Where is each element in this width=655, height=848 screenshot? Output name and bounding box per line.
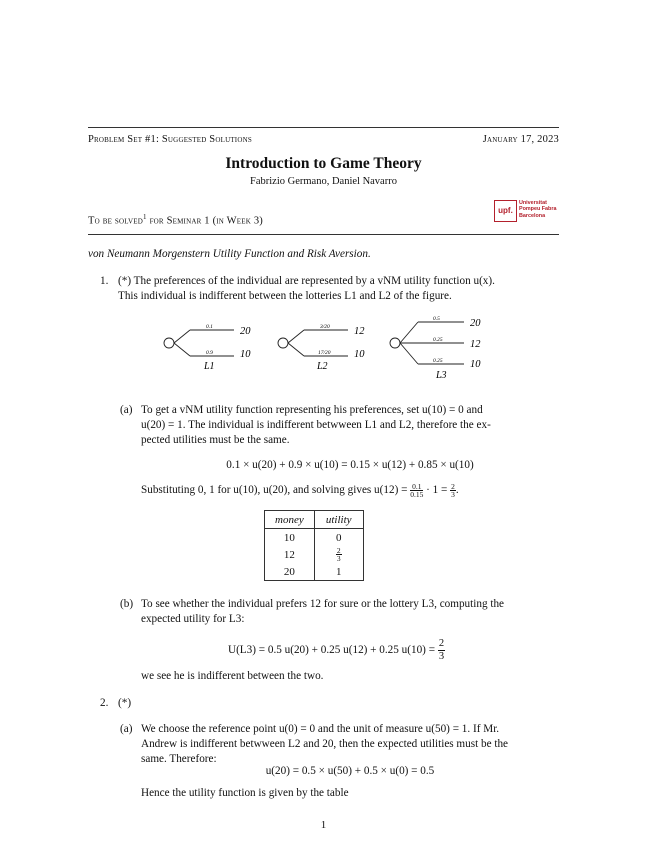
footnote-mark[interactable]: 1 bbox=[143, 213, 147, 221]
lottery-l1-label: L1 bbox=[204, 361, 215, 372]
q2-intro: (*) bbox=[118, 697, 132, 709]
q1b-conclusion: we see he is indifferent between the two. bbox=[141, 670, 324, 682]
lottery-l1-branch-top bbox=[174, 330, 190, 343]
lottery-l2-value-bottom: 10 bbox=[354, 349, 365, 360]
lottery-l1-branch-bottom bbox=[174, 343, 190, 356]
upf-logo-line3: Barcelona bbox=[519, 212, 546, 219]
q1b-frac-num: 2 bbox=[438, 638, 445, 649]
lottery-l2-prob-bottom: 17/20 bbox=[318, 350, 331, 356]
lottery-l1-prob-bottom: 0.9 bbox=[206, 350, 213, 356]
lottery-figure bbox=[150, 310, 510, 382]
lottery-l2-node bbox=[278, 338, 288, 348]
q1a-frac1-den: 0.15 bbox=[410, 490, 424, 499]
q1b-frac-den: 3 bbox=[438, 651, 445, 662]
q1b-label: (b) bbox=[120, 598, 134, 610]
table-row bbox=[265, 563, 364, 581]
lottery-l3-branch-bottom bbox=[400, 343, 418, 364]
table-cell: 10 bbox=[265, 529, 315, 547]
q1a-frac2-den: 3 bbox=[451, 490, 455, 499]
q1b-equation bbox=[228, 638, 445, 663]
upf-logo bbox=[494, 199, 560, 223]
solved-for-suffix: for Seminar 1 (in Week 3) bbox=[146, 215, 263, 227]
q1a-substitution bbox=[141, 483, 459, 498]
q1a-equation: 0.1 × u(20) + 0.9 × u(10) = 0.15 × u(12) + 0.85 × u(10) bbox=[226, 459, 474, 471]
lottery-l2-value-top: 12 bbox=[354, 326, 365, 337]
lottery-l2-prob-top: 3/20 bbox=[320, 324, 330, 330]
q2a-after: Hence the utility function is given by the table bbox=[141, 787, 349, 799]
table-cell: 1 bbox=[314, 563, 363, 581]
table-row bbox=[265, 529, 364, 547]
q2a-line3: same. Therefore: bbox=[141, 753, 217, 765]
table-cell: 20 bbox=[265, 563, 315, 581]
q1a-subst-prefix: Substituting 0, 1 for u(10), u(20), and solving gives u(12) = bbox=[141, 484, 408, 497]
solved-for-prefix: To be solved bbox=[88, 215, 144, 227]
q1a-line3: pected utilities must be the same. bbox=[141, 434, 290, 446]
utility-table-header-utility: utility bbox=[314, 511, 363, 529]
q1-intro-line2: This individual is indifferent between the lotteries L1 and L2 of the figure. bbox=[118, 290, 452, 302]
utility-table bbox=[264, 510, 364, 581]
q1-number: 1. bbox=[100, 275, 109, 287]
upf-logo-text bbox=[519, 200, 556, 219]
lottery-l3-value-top: 20 bbox=[470, 318, 481, 329]
q2a-equation: u(20) = 0.5 × u(50) + 0.5 × u(0) = 0.5 bbox=[265, 765, 435, 777]
q1a-line1: To get a vNM utility function representing his preferences, set u(10) = 0 and bbox=[141, 404, 483, 416]
q1a-subst-end: . bbox=[455, 484, 459, 497]
lottery-l2-label: L2 bbox=[317, 361, 328, 372]
table-cell: 0 bbox=[314, 529, 363, 547]
q1a-frac1-num: 0.1 bbox=[412, 482, 422, 491]
table-cell bbox=[314, 546, 363, 563]
lottery-l1-value-bottom: 10 bbox=[240, 349, 251, 360]
top-rule bbox=[88, 127, 559, 128]
utility-frac bbox=[336, 547, 342, 562]
q2-number: 2. bbox=[100, 697, 109, 709]
lottery-l1-value-top: 20 bbox=[240, 326, 251, 337]
q1b-line2: expected utility for L3: bbox=[141, 613, 245, 625]
q1b-line1: To see whether the individual prefers 12 for sure or the lottery L3, computing the bbox=[141, 598, 505, 610]
authors: Fabrizio Germano, Daniel Navarro bbox=[250, 176, 397, 187]
header-right: January 17, 2023 bbox=[482, 134, 559, 145]
lottery-l1-node bbox=[164, 338, 174, 348]
q2a-line2: Andrew is indifferent betwween L2 and 20, then the expected utilities must be the bbox=[141, 738, 509, 750]
q1a-subst-mid: · 1 = bbox=[426, 484, 448, 497]
q1a-frac2-num: 2 bbox=[451, 482, 455, 491]
q1-intro-line1: (*) The preferences of the individual are represented by a vNM utility function u(x). bbox=[118, 275, 495, 287]
lottery-l2-branch-bottom bbox=[288, 343, 304, 356]
q1a-line2: u(20) = 1. The individual is indifferent betwween L1 and L2, therefore the ex- bbox=[141, 419, 491, 431]
lottery-l3-value-mid: 12 bbox=[470, 339, 481, 350]
utility-frac-den: 3 bbox=[336, 554, 341, 563]
utility-table-header-money: money bbox=[265, 511, 315, 529]
lottery-l3-label: L3 bbox=[436, 370, 447, 381]
q2a-label: (a) bbox=[120, 723, 133, 735]
q1a-frac1 bbox=[410, 483, 423, 498]
lottery-l3-value-bottom: 10 bbox=[470, 359, 481, 370]
document-title: Introduction to Game Theory bbox=[225, 155, 422, 172]
lottery-l3-prob-mid: 0.25 bbox=[433, 337, 443, 343]
q1a-label: (a) bbox=[120, 404, 133, 416]
lottery-l1-prob-top: 0.1 bbox=[206, 324, 213, 330]
header-left: Problem Set #1: Suggested Solutions bbox=[88, 134, 252, 145]
upf-logo-mark: upf. bbox=[494, 200, 517, 222]
upf-logo-line1: Universitat bbox=[519, 200, 547, 206]
lottery-l3-node bbox=[390, 338, 400, 348]
lottery-l1 bbox=[164, 324, 251, 372]
page-number: 1 bbox=[320, 819, 327, 831]
lottery-l2 bbox=[278, 324, 365, 372]
utility-table-header bbox=[265, 511, 364, 529]
lottery-l3-prob-top: 0.5 bbox=[433, 316, 440, 322]
table-cell: 12 bbox=[265, 546, 315, 563]
q1b-equation-lhs: U(L3) = 0.5 u(20) + 0.25 u(12) + 0.25 u(10) = bbox=[228, 644, 436, 657]
table-row bbox=[265, 546, 364, 563]
lottery-l3-prob-bottom: 0.25 bbox=[433, 358, 443, 364]
utility-frac-num: 2 bbox=[336, 546, 341, 555]
q1b-equation-frac bbox=[438, 638, 445, 663]
q2a-line1: We choose the reference point u(0) = 0 and the unit of measure u(50) = 1. If Mr. bbox=[141, 723, 500, 735]
lottery-l3-branch-top bbox=[400, 322, 418, 343]
section-title: von Neumann Morgenstern Utility Function and Risk Aversion. bbox=[88, 248, 371, 260]
header-bottom-rule bbox=[88, 234, 559, 235]
solved-for bbox=[88, 210, 263, 229]
lottery-l3 bbox=[390, 316, 481, 381]
lottery-l2-branch-top bbox=[288, 330, 304, 343]
upf-logo-line2: Pompeu Fabra bbox=[519, 206, 557, 213]
